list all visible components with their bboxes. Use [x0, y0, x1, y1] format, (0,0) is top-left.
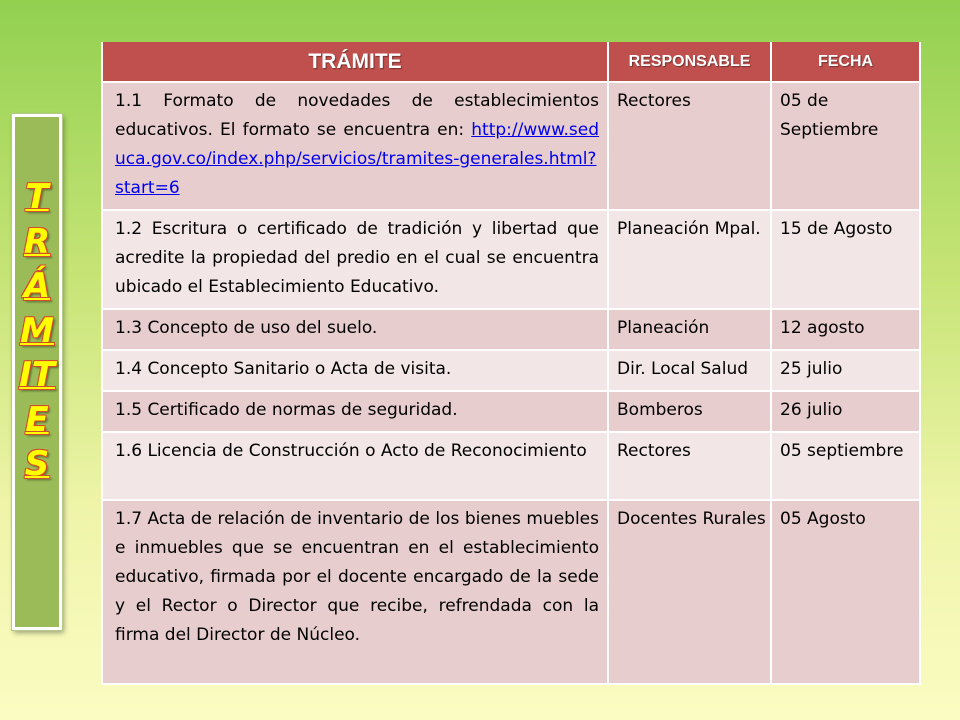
table-row — [102, 500, 920, 684]
table-header-row — [102, 42, 920, 82]
responsable-cell: Dir. Local Salud — [608, 350, 771, 391]
header-responsable: RESPONSABLE — [608, 42, 771, 82]
header-fecha: FECHA — [771, 42, 920, 82]
table-row — [102, 432, 920, 500]
fecha-cell: 12 agosto — [771, 309, 920, 350]
seduca-link[interactable]: http://www.seduca.gov.co/index.php/servicios/tramites-generales.html?start=6 — [115, 120, 599, 198]
tramite-cell: 1.4 Concepto Sanitario o Acta de visita. — [102, 350, 608, 391]
fecha-cell: 05 septiembre — [771, 432, 920, 500]
responsable-cell: Planeación Mpal. — [608, 210, 771, 309]
side-title-box — [12, 114, 62, 630]
responsable-cell: Planeación — [608, 309, 771, 350]
table-row — [102, 350, 920, 391]
tramite-cell: 1.2 Escritura o certificado de tradición y libertad que acredite la propiedad del predio en el cual se encuentra ubicado el Establecimiento Educativo. — [102, 210, 608, 309]
fecha-cell: 15 de Agosto — [771, 210, 920, 309]
tramites-table — [101, 42, 921, 685]
tramite-cell: 1.3 Concepto de uso del suelo. — [102, 309, 608, 350]
fecha-cell: 25 julio — [771, 350, 920, 391]
table-row — [102, 391, 920, 432]
tramite-cell — [102, 82, 608, 210]
table-row — [102, 309, 920, 350]
tramite-cell: 1.7 Acta de relación de inventario de los bienes muebles e inmuebles que se encuentran en el establecimiento educativo, firmada por el docente encargado de la sede y el Rector o Director que recibe, refrendada con la firma del Director de Núcleo. — [102, 500, 608, 684]
side-title: TRÁMITES — [19, 177, 55, 484]
table-row — [102, 82, 920, 210]
responsable-cell: Docentes Rurales — [608, 500, 771, 684]
table-row — [102, 210, 920, 309]
tramite-text: 1.1 Formato de novedades de establecimientos educativos. El formato se encuentra en: — [115, 91, 599, 140]
header-tramite: TRÁMITE — [102, 42, 608, 82]
responsable-cell: Rectores — [608, 432, 771, 500]
fecha-cell: 26 julio — [771, 391, 920, 432]
tramite-cell: 1.6 Licencia de Construcción o Acto de Reconocimiento — [102, 432, 608, 500]
responsable-cell: Bomberos — [608, 391, 771, 432]
tramite-cell: 1.5 Certificado de normas de seguridad. — [102, 391, 608, 432]
responsable-cell: Rectores — [608, 82, 771, 210]
fecha-cell: 05 Agosto — [771, 500, 920, 684]
fecha-cell: 05 de Septiembre — [771, 82, 920, 210]
